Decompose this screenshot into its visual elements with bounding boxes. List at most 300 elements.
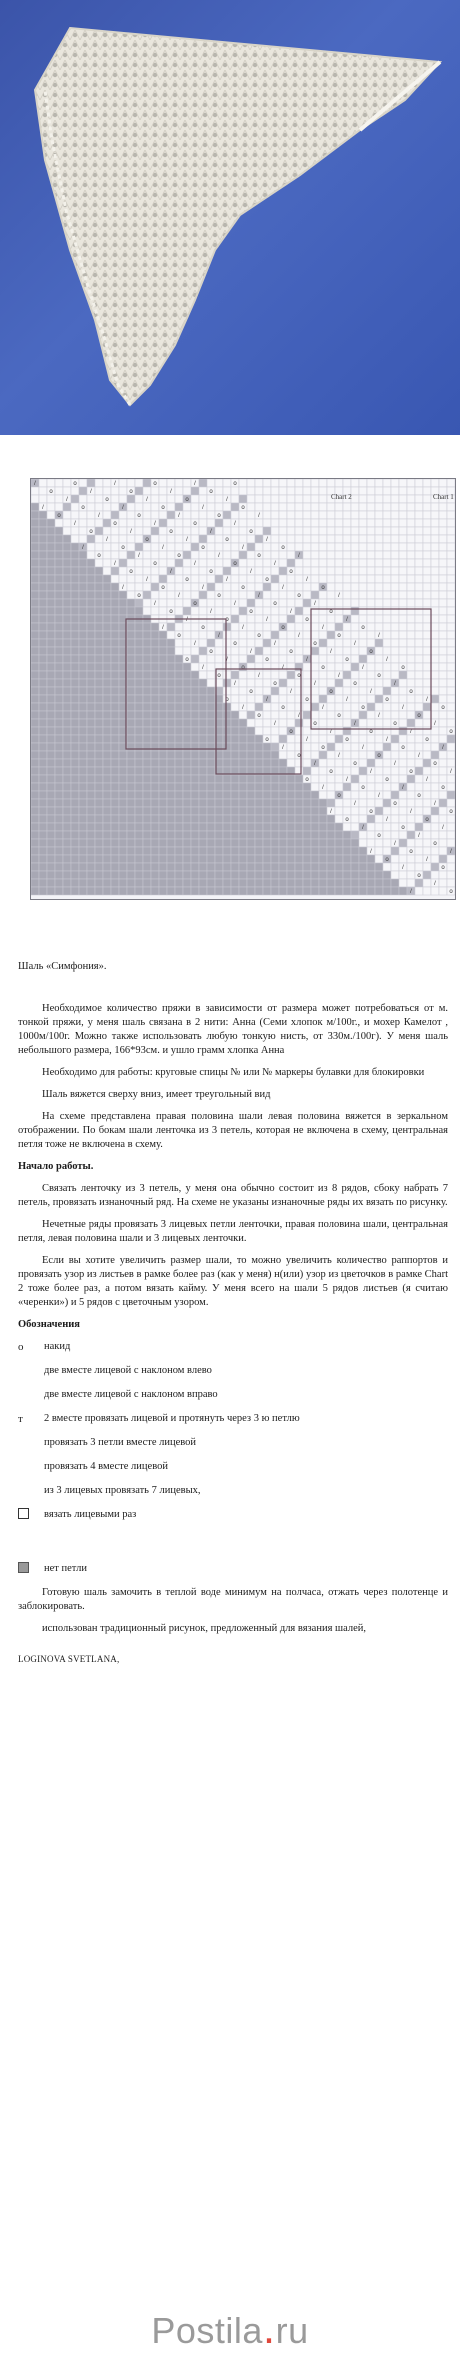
chart-cell bbox=[151, 807, 159, 815]
chart-cell bbox=[367, 583, 375, 591]
chart-symbol: / bbox=[274, 561, 276, 567]
chart-cell bbox=[79, 479, 87, 487]
chart-cell bbox=[175, 487, 183, 495]
chart-cell bbox=[279, 751, 287, 759]
chart-cell bbox=[295, 623, 303, 631]
chart-cell bbox=[175, 807, 183, 815]
chart-cell bbox=[215, 543, 223, 551]
chart-cell bbox=[407, 839, 415, 847]
chart-cell bbox=[295, 855, 303, 863]
chart-cell bbox=[375, 855, 383, 863]
chart-cell bbox=[199, 791, 207, 799]
chart-cell bbox=[199, 535, 207, 543]
chart-cell bbox=[359, 495, 367, 503]
chart-cell bbox=[383, 767, 391, 775]
chart-cell bbox=[351, 655, 359, 663]
chart-cell bbox=[439, 791, 447, 799]
chart-cell bbox=[303, 663, 311, 671]
chart-cell bbox=[167, 671, 175, 679]
chart-cell bbox=[175, 871, 183, 879]
chart-cell bbox=[175, 727, 183, 735]
chart-cell bbox=[183, 823, 191, 831]
chart-cell bbox=[359, 591, 367, 599]
chart-symbol: / bbox=[338, 593, 340, 599]
chart-cell bbox=[391, 575, 399, 583]
chart-cell bbox=[231, 863, 239, 871]
chart-cell bbox=[207, 767, 215, 775]
chart-cell bbox=[175, 607, 183, 615]
chart-cell bbox=[319, 887, 327, 895]
chart-cell bbox=[415, 527, 423, 535]
chart-cell bbox=[319, 567, 327, 575]
chart-cell bbox=[239, 679, 247, 687]
chart-cell bbox=[191, 527, 199, 535]
chart-cell bbox=[255, 535, 263, 543]
chart-cell bbox=[375, 535, 383, 543]
chart-cell bbox=[439, 871, 447, 879]
chart-cell bbox=[63, 607, 71, 615]
chart-cell bbox=[71, 567, 79, 575]
chart-cell bbox=[295, 479, 303, 487]
chart-cell bbox=[47, 591, 55, 599]
chart-cell bbox=[255, 799, 263, 807]
chart-cell bbox=[103, 767, 111, 775]
chart-cell bbox=[239, 791, 247, 799]
chart-cell bbox=[119, 815, 127, 823]
chart-cell bbox=[399, 879, 407, 887]
chart-cell bbox=[159, 527, 167, 535]
chart-cell bbox=[159, 855, 167, 863]
chart-cell bbox=[271, 655, 279, 663]
chart-cell bbox=[31, 695, 39, 703]
chart-symbol: o bbox=[449, 729, 453, 735]
chart-cell bbox=[255, 519, 263, 527]
chart-cell bbox=[87, 503, 95, 511]
chart-cell bbox=[255, 775, 263, 783]
chart-cell bbox=[79, 639, 87, 647]
chart-symbol: / bbox=[306, 657, 308, 663]
chart-cell bbox=[319, 647, 327, 655]
chart-cell bbox=[63, 543, 71, 551]
chart-cell bbox=[287, 743, 295, 751]
chart-cell bbox=[231, 815, 239, 823]
chart-cell bbox=[351, 815, 359, 823]
chart-cell bbox=[343, 703, 351, 711]
chart-cell bbox=[63, 871, 71, 879]
chart-cell bbox=[143, 855, 151, 863]
chart-cell bbox=[399, 519, 407, 527]
chart-cell bbox=[47, 551, 55, 559]
chart-cell bbox=[335, 775, 343, 783]
chart-cell bbox=[295, 887, 303, 895]
chart-cell bbox=[415, 543, 423, 551]
chart-cell bbox=[391, 639, 399, 647]
chart-cell bbox=[391, 663, 399, 671]
chart-cell bbox=[199, 679, 207, 687]
chart-cell bbox=[159, 479, 167, 487]
chart-symbol: / bbox=[314, 601, 316, 607]
chart-cell bbox=[159, 695, 167, 703]
chart-cell bbox=[159, 847, 167, 855]
chart-cell bbox=[431, 479, 439, 487]
chart-cell bbox=[183, 743, 191, 751]
credit-paragraph: использован традиционный рисунок, предложенный для вязания шалей, bbox=[42, 1623, 367, 1634]
chart-cell bbox=[391, 583, 399, 591]
chart-cell bbox=[431, 735, 439, 743]
chart-cell bbox=[55, 807, 63, 815]
chart-cell bbox=[71, 807, 79, 815]
chart-symbol: / bbox=[322, 625, 324, 631]
chart-cell bbox=[415, 847, 423, 855]
chart-cell bbox=[39, 575, 47, 583]
chart-cell bbox=[279, 655, 287, 663]
chart-cell bbox=[55, 839, 63, 847]
chart-cell bbox=[199, 839, 207, 847]
chart-cell bbox=[255, 831, 263, 839]
chart-cell bbox=[343, 623, 351, 631]
chart-cell bbox=[167, 559, 175, 567]
chart-cell bbox=[295, 759, 303, 767]
chart-cell bbox=[271, 663, 279, 671]
chart-cell bbox=[71, 543, 79, 551]
chart-cell bbox=[127, 871, 135, 879]
chart-symbol: o bbox=[289, 649, 293, 655]
chart-cell bbox=[303, 863, 311, 871]
chart-cell bbox=[47, 863, 55, 871]
chart-cell bbox=[231, 503, 239, 511]
chart-cell bbox=[127, 535, 135, 543]
chart-cell bbox=[391, 623, 399, 631]
chart-cell bbox=[31, 879, 39, 887]
chart-cell bbox=[95, 575, 103, 583]
chart-cell bbox=[55, 535, 63, 543]
chart-cell bbox=[343, 807, 351, 815]
chart-cell bbox=[271, 823, 279, 831]
chart-cell bbox=[207, 551, 215, 559]
chart-cell bbox=[223, 519, 231, 527]
chart-cell bbox=[111, 791, 119, 799]
chart-cell bbox=[263, 711, 271, 719]
chart-cell bbox=[335, 823, 343, 831]
chart-cell bbox=[295, 695, 303, 703]
chart-cell bbox=[391, 655, 399, 663]
chart-cell bbox=[79, 655, 87, 663]
chart-cell bbox=[359, 559, 367, 567]
chart-cell bbox=[55, 687, 63, 695]
chart-cell bbox=[231, 751, 239, 759]
chart-cell bbox=[359, 751, 367, 759]
chart-cell bbox=[95, 703, 103, 711]
chart-cell bbox=[359, 879, 367, 887]
postila-logo[interactable] bbox=[151, 2304, 308, 2354]
chart-cell bbox=[287, 551, 295, 559]
chart-cell bbox=[159, 783, 167, 791]
chart-cell bbox=[151, 847, 159, 855]
chart-cell bbox=[127, 551, 135, 559]
chart-cell bbox=[335, 807, 343, 815]
chart-cell bbox=[31, 511, 39, 519]
chart-cell bbox=[143, 839, 151, 847]
chart-cell bbox=[239, 535, 247, 543]
chart-cell bbox=[359, 839, 367, 847]
chart-cell bbox=[143, 831, 151, 839]
chart-cell bbox=[367, 711, 375, 719]
chart-cell bbox=[439, 591, 447, 599]
chart-cell bbox=[439, 679, 447, 687]
chart-cell bbox=[151, 831, 159, 839]
chart-cell bbox=[391, 543, 399, 551]
chart-cell bbox=[303, 511, 311, 519]
chart-cell bbox=[335, 767, 343, 775]
chart-cell bbox=[263, 623, 271, 631]
chart-symbol: o bbox=[441, 865, 445, 871]
chart-cell bbox=[95, 759, 103, 767]
chart-cell bbox=[375, 679, 383, 687]
chart-cell bbox=[447, 511, 455, 519]
chart-cell bbox=[367, 615, 375, 623]
chart-cell bbox=[271, 735, 279, 743]
chart-cell bbox=[279, 775, 287, 783]
chart-cell bbox=[39, 671, 47, 679]
chart-cell bbox=[215, 647, 223, 655]
chart-cell bbox=[255, 495, 263, 503]
chart-cell bbox=[375, 639, 383, 647]
chart-cell bbox=[79, 495, 87, 503]
chart-cell bbox=[223, 687, 231, 695]
chart-cell bbox=[71, 623, 79, 631]
chart-cell bbox=[399, 735, 407, 743]
chart-cell bbox=[183, 759, 191, 767]
chart-cell bbox=[415, 647, 423, 655]
chart-cell bbox=[263, 839, 271, 847]
chart-cell bbox=[103, 687, 111, 695]
chart-cell bbox=[439, 607, 447, 615]
chart-cell bbox=[215, 863, 223, 871]
chart-cell bbox=[287, 495, 295, 503]
chart-cell bbox=[383, 711, 391, 719]
chart-symbol: / bbox=[258, 673, 260, 679]
chart-cell bbox=[167, 655, 175, 663]
chart-cell bbox=[119, 879, 127, 887]
chart-cell bbox=[423, 711, 431, 719]
chart-cell bbox=[271, 503, 279, 511]
chart-cell bbox=[223, 847, 231, 855]
chart-symbol: o bbox=[369, 649, 373, 655]
chart-cell bbox=[167, 719, 175, 727]
chart-cell bbox=[319, 711, 327, 719]
chart-cell bbox=[95, 751, 103, 759]
chart-cell bbox=[375, 479, 383, 487]
chart-cell bbox=[247, 703, 255, 711]
chart-cell bbox=[175, 583, 183, 591]
chart-cell bbox=[279, 495, 287, 503]
chart-cell bbox=[31, 871, 39, 879]
chart-cell bbox=[183, 687, 191, 695]
chart-symbol: / bbox=[178, 513, 180, 519]
chart-cell bbox=[279, 647, 287, 655]
chart-cell bbox=[447, 831, 455, 839]
chart-cell bbox=[31, 759, 39, 767]
chart-cell bbox=[55, 599, 63, 607]
chart-symbol: / bbox=[170, 489, 172, 495]
chart-cell bbox=[311, 839, 319, 847]
chart-cell bbox=[191, 703, 199, 711]
chart-cell bbox=[279, 511, 287, 519]
chart-cell bbox=[159, 607, 167, 615]
chart-cell bbox=[319, 487, 327, 495]
chart-cell bbox=[319, 791, 327, 799]
chart-cell bbox=[287, 807, 295, 815]
chart-cell bbox=[255, 479, 263, 487]
chart-cell bbox=[167, 823, 175, 831]
chart-cell bbox=[431, 559, 439, 567]
chart-cell bbox=[343, 591, 351, 599]
chart-cell bbox=[111, 543, 119, 551]
chart-cell bbox=[175, 559, 183, 567]
chart-symbol: / bbox=[434, 721, 436, 727]
chart-cell bbox=[367, 887, 375, 895]
chart-cell bbox=[255, 791, 263, 799]
chart-cell bbox=[135, 839, 143, 847]
chart-cell bbox=[311, 751, 319, 759]
chart-cell bbox=[167, 879, 175, 887]
chart-cell bbox=[255, 607, 263, 615]
chart-cell bbox=[111, 511, 119, 519]
chart-cell bbox=[71, 495, 79, 503]
chart-cell bbox=[95, 855, 103, 863]
chart-cell bbox=[263, 823, 271, 831]
chart-cell bbox=[135, 719, 143, 727]
chart-cell bbox=[183, 711, 191, 719]
chart-cell bbox=[39, 663, 47, 671]
chart-cell bbox=[383, 495, 391, 503]
chart-cell bbox=[215, 815, 223, 823]
chart-cell bbox=[183, 631, 191, 639]
chart-cell bbox=[391, 879, 399, 887]
chart-cell bbox=[79, 767, 87, 775]
chart-cell bbox=[151, 735, 159, 743]
chart-cell bbox=[167, 503, 175, 511]
chart-cell bbox=[263, 519, 271, 527]
chart-cell bbox=[263, 815, 271, 823]
chart-symbol: / bbox=[194, 641, 196, 647]
chart-cell bbox=[439, 847, 447, 855]
chart-cell bbox=[143, 543, 151, 551]
chart-cell bbox=[311, 847, 319, 855]
chart-cell bbox=[79, 775, 87, 783]
chart-cell bbox=[447, 591, 455, 599]
chart-symbol: / bbox=[322, 785, 324, 791]
chart-cell bbox=[95, 623, 103, 631]
chart-cell bbox=[295, 847, 303, 855]
chart-cell bbox=[207, 775, 215, 783]
chart-cell bbox=[87, 743, 95, 751]
chart-cell bbox=[79, 799, 87, 807]
chart-cell bbox=[183, 735, 191, 743]
chart-cell bbox=[423, 863, 431, 871]
chart-cell bbox=[71, 759, 79, 767]
chart-symbol: o bbox=[257, 633, 261, 639]
chart-symbol: o bbox=[433, 761, 437, 767]
chart-cell bbox=[103, 855, 111, 863]
chart-symbol: o bbox=[329, 609, 333, 615]
chart-cell bbox=[367, 839, 375, 847]
chart-cell bbox=[159, 671, 167, 679]
chart-cell bbox=[143, 807, 151, 815]
chart-cell bbox=[39, 567, 47, 575]
chart-cell bbox=[95, 831, 103, 839]
chart-cell bbox=[383, 679, 391, 687]
chart-cell bbox=[415, 775, 423, 783]
chart-cell bbox=[423, 631, 431, 639]
chart-symbol: / bbox=[370, 769, 372, 775]
chart-cell bbox=[167, 751, 175, 759]
chart-cell bbox=[343, 559, 351, 567]
chart-symbol: o bbox=[345, 737, 349, 743]
chart-cell bbox=[239, 607, 247, 615]
chart-cell bbox=[127, 719, 135, 727]
chart-cell bbox=[135, 519, 143, 527]
legend-item bbox=[18, 1340, 448, 1354]
chart-cell bbox=[207, 631, 215, 639]
chart-cell bbox=[375, 599, 383, 607]
chart-cell bbox=[87, 639, 95, 647]
chart-cell bbox=[279, 711, 287, 719]
chart-cell bbox=[239, 647, 247, 655]
chart-cell bbox=[159, 551, 167, 559]
chart-cell bbox=[175, 567, 183, 575]
chart-cell bbox=[255, 679, 263, 687]
chart-cell bbox=[127, 639, 135, 647]
chart-cell bbox=[223, 743, 231, 751]
chart-cell bbox=[47, 711, 55, 719]
chart-cell bbox=[247, 511, 255, 519]
chart-cell bbox=[199, 863, 207, 871]
chart-cell bbox=[263, 727, 271, 735]
chart-cell bbox=[423, 807, 431, 815]
chart-cell bbox=[95, 807, 103, 815]
chart-cell bbox=[183, 751, 191, 759]
chart-cell bbox=[159, 631, 167, 639]
chart-cell bbox=[247, 807, 255, 815]
chart-cell bbox=[135, 567, 143, 575]
chart-cell bbox=[191, 551, 199, 559]
chart-cell bbox=[287, 847, 295, 855]
chart-cell bbox=[119, 511, 127, 519]
chart-cell bbox=[311, 519, 319, 527]
chart-cell bbox=[231, 527, 239, 535]
chart-cell bbox=[87, 839, 95, 847]
chart-cell bbox=[199, 559, 207, 567]
chart-cell bbox=[335, 599, 343, 607]
chart-cell bbox=[95, 479, 103, 487]
chart-cell bbox=[271, 487, 279, 495]
chart-cell bbox=[191, 663, 199, 671]
chart-cell bbox=[375, 727, 383, 735]
chart-cell bbox=[407, 551, 415, 559]
chart-cell bbox=[447, 823, 455, 831]
chart-symbol: o bbox=[185, 657, 189, 663]
chart-cell bbox=[167, 767, 175, 775]
chart-cell bbox=[151, 535, 159, 543]
chart-cell bbox=[335, 535, 343, 543]
chart-cell bbox=[399, 687, 407, 695]
chart-cell bbox=[399, 847, 407, 855]
chart-cell bbox=[39, 495, 47, 503]
chart-cell bbox=[55, 719, 63, 727]
chart-symbol: / bbox=[410, 889, 412, 895]
chart-cell bbox=[55, 615, 63, 623]
